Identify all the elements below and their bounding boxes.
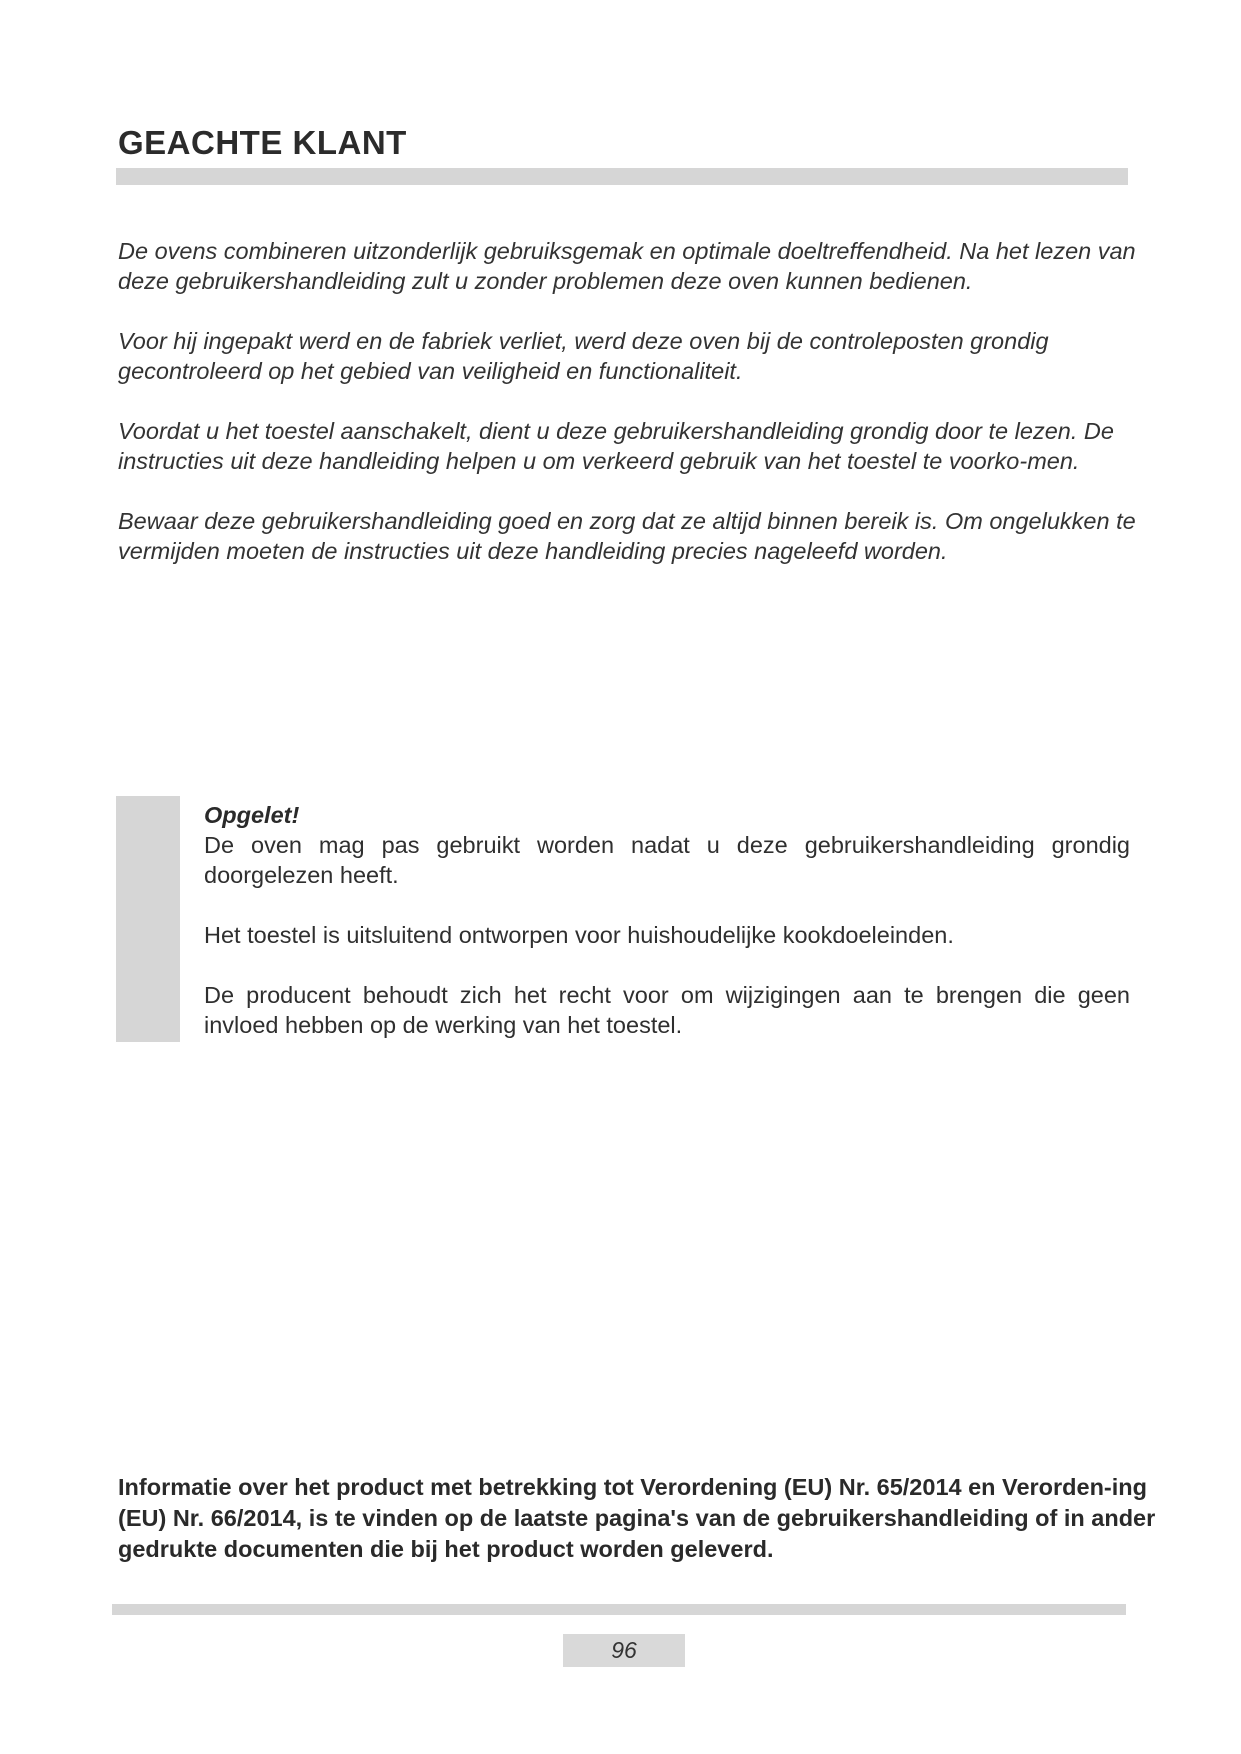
footer-divider bbox=[112, 1604, 1126, 1615]
page-number: 96 bbox=[563, 1634, 685, 1667]
page-title: GEACHTE KLANT bbox=[118, 124, 407, 161]
title-divider bbox=[116, 168, 1128, 185]
intro-paragraph: Voor hij ingepakt werd en de fabriek verliet, werd deze oven bij de controleposten grondig gecontroleerd op het gebied van veiligheid en functionaliteit. bbox=[118, 328, 1049, 384]
warning-note bbox=[204, 800, 1130, 1070]
intro-paragraph: De ovens combineren uitzonderlijk gebruiksgemak en optimale doeltreffendheid. Na het lezen van deze gebruikershandleiding zult u zonder problemen deze oven kunnen bedienen. bbox=[118, 238, 1136, 294]
intro-paragraph: Bewaar deze gebruikershandleiding goed en zorg dat ze altijd binnen bereik is. Om ongelukken te vermijden moeten de instructies uit deze handleiding precies nageleefd worden. bbox=[118, 508, 1136, 564]
note-paragraph: Het toestel is uitsluitend ontworpen voor huishoudelijke kookdoeleinden. bbox=[204, 922, 954, 948]
intro-paragraph: Voordat u het toestel aanschakelt, dient u deze gebruikershandleiding grondig door te lezen. De instructies uit deze handleiding helpen u om verkeerd gebruik van het toestel te voorko-men. bbox=[118, 418, 1114, 474]
note-paragraph: De oven mag pas gebruikt worden nadat u deze gebruikershandleiding grondig doorgelezen heeft. bbox=[204, 832, 1130, 888]
note-paragraph: De producent behoudt zich het recht voor om wijzigingen aan te brengen die geen invloed hebben op de werking van het toestel. bbox=[204, 982, 1130, 1038]
note-heading: Opgelet! bbox=[204, 802, 300, 828]
intro-section bbox=[118, 236, 1158, 596]
regulation-info: Informatie over het product met betrekking tot Verordening (EU) Nr. 65/2014 en Verorden-ing (EU) Nr. 66/2014, is te vinden op de laatste pagina's van de gebruikershandleiding of in ander gedrukte documenten die bij het product worden geleverd. bbox=[118, 1474, 1156, 1562]
note-sidebar-bar bbox=[116, 796, 180, 1042]
